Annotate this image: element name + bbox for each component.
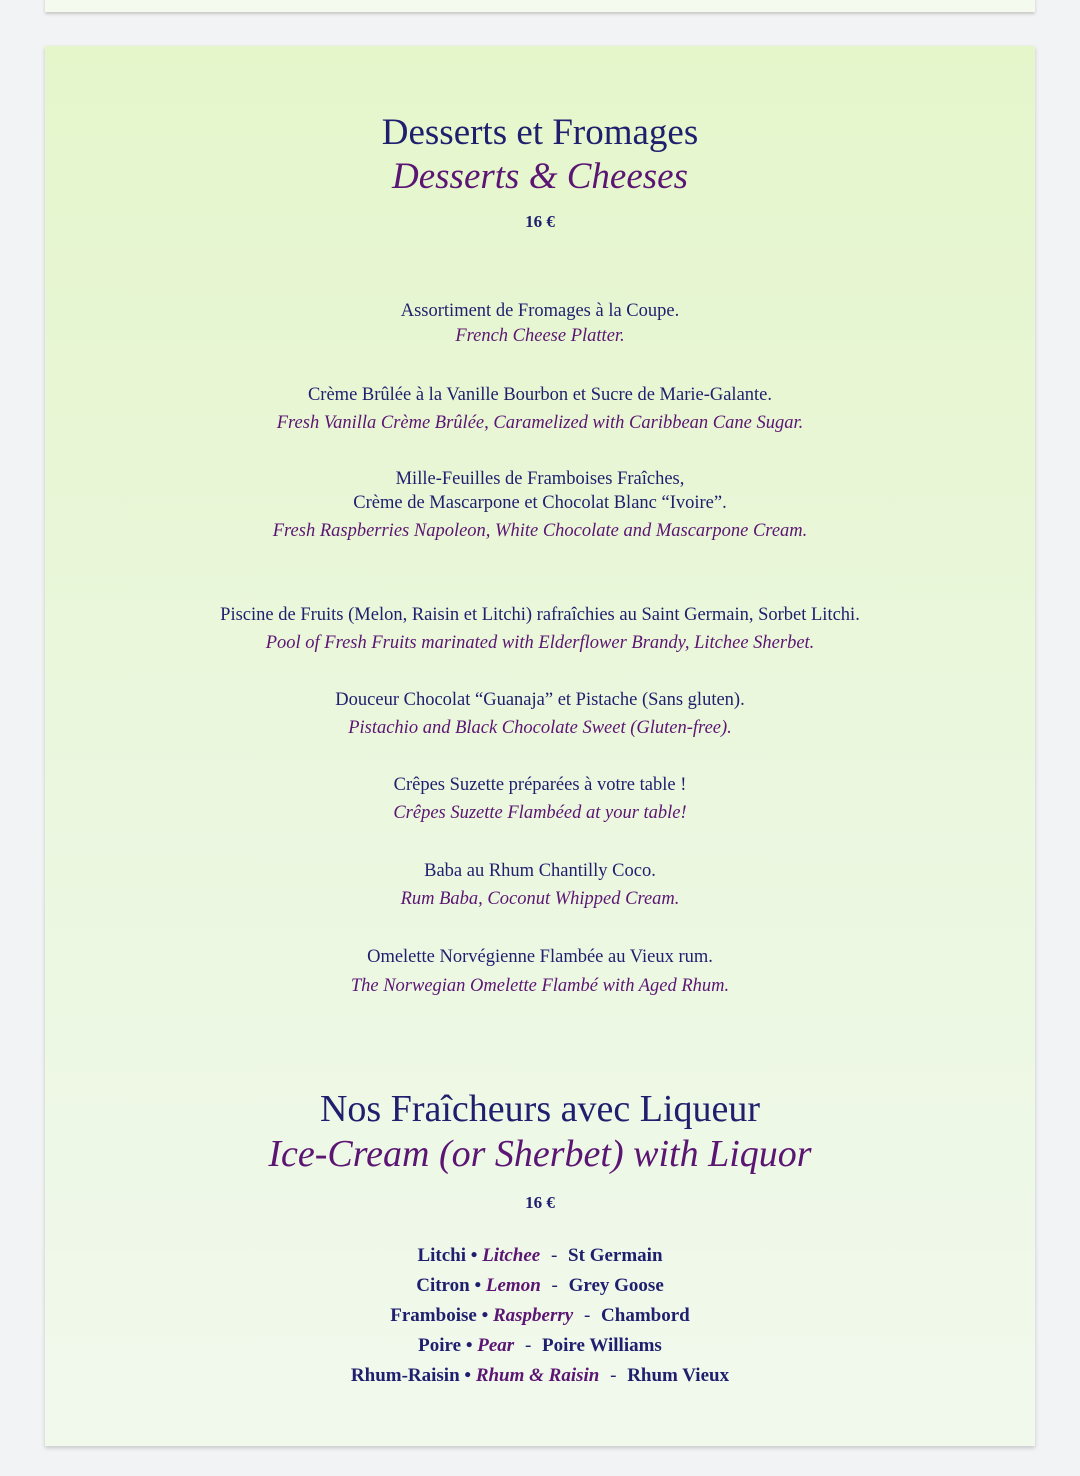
flavor-fr: Framboise xyxy=(390,1305,477,1326)
menu-item-en: Crêpes Suzette Flambéed at your table! xyxy=(393,803,687,823)
dash-separator: - xyxy=(583,1305,591,1326)
section-title-fr: Desserts et Fromages xyxy=(381,112,699,153)
section2-title-fr: Nos Fraîcheurs avec Liqueur xyxy=(319,1088,760,1130)
flavor-en: Raspberry xyxy=(492,1305,574,1326)
section-title-en: Desserts & Cheeses xyxy=(392,156,688,197)
bullet-separator: • xyxy=(470,1245,478,1266)
dash-separator: - xyxy=(551,1275,558,1296)
bullet-separator: • xyxy=(481,1305,489,1326)
menu-item-fr: Mille-Feuilles de Framboises Fraîches, xyxy=(395,469,685,489)
liqueur-row xyxy=(45,1334,1035,1358)
menu-item-en: Pistachio and Black Chocolate Sweet (Gluten-free). xyxy=(348,718,732,738)
bullet-separator: • xyxy=(464,1365,472,1386)
liquor-name: Rhum Vieux xyxy=(627,1365,730,1386)
menu-item-fr: Crème Brûlée à la Vanille Bourbon et Sucre de Marie-Galante. xyxy=(307,385,773,405)
flavor-fr: Citron xyxy=(416,1275,470,1296)
liqueur-row xyxy=(45,1274,1035,1298)
liqueur-row xyxy=(45,1304,1035,1328)
previous-page-edge xyxy=(45,0,1035,12)
section2-price: 16 € xyxy=(525,1193,555,1212)
menu-item-en: Fresh Vanilla Crème Brûlée, Caramelized with Caribbean Cane Sugar. xyxy=(276,413,804,433)
dash-separator: - xyxy=(610,1365,617,1386)
liquor-name: Chambord xyxy=(601,1305,690,1326)
flavor-fr: Litchi xyxy=(417,1245,467,1266)
menu-item-fr: Baba au Rhum Chantilly Coco. xyxy=(424,861,656,881)
liquor-name: Poire Williams xyxy=(542,1335,662,1356)
dash-separator: - xyxy=(550,1245,558,1266)
bullet-separator: • xyxy=(474,1275,482,1296)
menu-item-fr: Douceur Chocolat “Guanaja” et Pistache (Sans gluten). xyxy=(335,690,745,710)
liqueur-row xyxy=(45,1364,1035,1388)
dash-separator: - xyxy=(524,1335,532,1356)
menu-page xyxy=(45,46,1035,1446)
menu-item-fr: Omelette Norvégienne Flambée au Vieux rum. xyxy=(367,947,713,967)
menu-item-en: Pool of Fresh Fruits marinated with Elderflower Brandy, Litchee Sherbet. xyxy=(265,633,815,653)
menu-item-en: French Cheese Platter. xyxy=(455,326,625,346)
liquor-name: Grey Goose xyxy=(568,1275,664,1296)
menu-item-en: Fresh Raspberries Napoleon, White Chocolate and Mascarpone Cream. xyxy=(272,521,808,541)
menu-item-fr: Crêpes Suzette préparées à votre table ! xyxy=(393,775,687,795)
flavor-fr: Rhum-Raisin xyxy=(350,1365,460,1386)
menu-item-en: Rum Baba, Coconut Whipped Cream. xyxy=(400,889,680,909)
flavor-en: Litchee xyxy=(482,1245,541,1266)
menu-item-fr-line2: Crème de Mascarpone et Chocolat Blanc “Ivoire”. xyxy=(353,493,727,513)
flavor-fr: Poire xyxy=(418,1335,462,1356)
flavor-en: Rhum & Raisin xyxy=(475,1365,600,1386)
liquor-name: St Germain xyxy=(568,1245,663,1266)
menu-item-en: The Norwegian Omelette Flambé with Aged Rhum. xyxy=(350,976,730,996)
flavor-en: Pear xyxy=(477,1335,515,1356)
flavor-en: Lemon xyxy=(485,1275,541,1296)
bullet-separator: • xyxy=(465,1335,473,1356)
menu-item-fr: Piscine de Fruits (Melon, Raisin et Litchi) rafraîchies au Saint Germain, Sorbet Litchi. xyxy=(220,605,860,625)
liqueur-row xyxy=(45,1244,1035,1268)
section-price: 16 € xyxy=(525,212,555,231)
section2-title-en: Ice-Cream (or Sherbet) with Liquor xyxy=(268,1133,812,1175)
menu-item-fr: Assortiment de Fromages à la Coupe. xyxy=(400,301,680,321)
